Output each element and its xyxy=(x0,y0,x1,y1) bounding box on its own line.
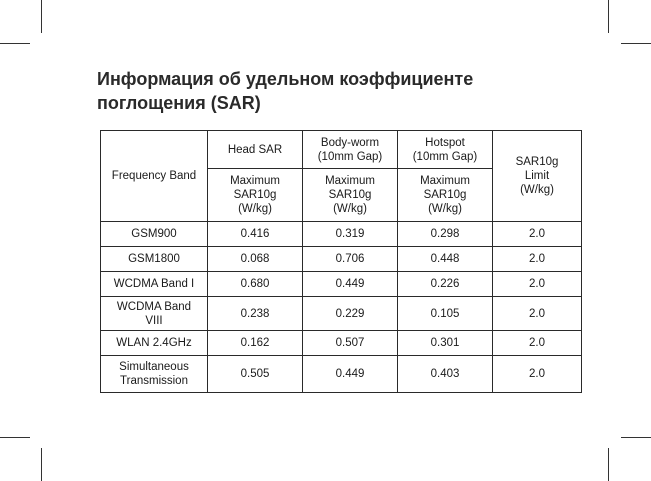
page-title xyxy=(97,67,557,115)
cell-hotspot: 0.105 xyxy=(398,297,493,331)
cell-head: 0.068 xyxy=(208,247,303,272)
cell-limit: 2.0 xyxy=(493,297,582,331)
cell-hotspot: 0.226 xyxy=(398,272,493,297)
cell-band: WCDMA Band I xyxy=(101,272,208,297)
cell-band: WCDMA Band VIII xyxy=(101,297,208,331)
cell-limit: 2.0 xyxy=(493,356,582,393)
table-row xyxy=(101,272,582,297)
table-row xyxy=(101,356,582,393)
cell-body: 0.229 xyxy=(303,297,398,331)
header-body-worn: Body-worm (10mm Gap) xyxy=(303,131,398,169)
cell-limit: 2.0 xyxy=(493,331,582,356)
cell-head: 0.505 xyxy=(208,356,303,393)
header-limit: SAR10g Limit (W/kg) xyxy=(493,131,582,222)
cell-band: Simultaneous Transmission xyxy=(101,356,208,393)
crop-mark-top-right-h xyxy=(621,43,651,44)
cell-hotspot: 0.298 xyxy=(398,222,493,247)
crop-mark-top-left-h xyxy=(0,43,30,44)
header-max-hotspot: Maximum SAR10g (W/kg) xyxy=(398,169,493,222)
crop-mark-top-right-v xyxy=(608,0,609,33)
cell-head: 0.162 xyxy=(208,331,303,356)
cell-band: GSM900 xyxy=(101,222,208,247)
cell-body: 0.449 xyxy=(303,272,398,297)
table-row xyxy=(101,297,582,331)
cell-body: 0.706 xyxy=(303,247,398,272)
cell-head: 0.680 xyxy=(208,272,303,297)
cell-limit: 2.0 xyxy=(493,272,582,297)
header-head-sar: Head SAR xyxy=(208,131,303,169)
cell-hotspot: 0.448 xyxy=(398,247,493,272)
cell-head: 0.238 xyxy=(208,297,303,331)
cell-hotspot: 0.403 xyxy=(398,356,493,393)
cell-band: GSM1800 xyxy=(101,247,208,272)
cell-body: 0.449 xyxy=(303,356,398,393)
header-max-body: Maximum SAR10g (W/kg) xyxy=(303,169,398,222)
crop-mark-bottom-left-v xyxy=(41,448,42,481)
cell-band: WLAN 2.4GHz xyxy=(101,331,208,356)
cell-limit: 2.0 xyxy=(493,222,582,247)
cell-head: 0.416 xyxy=(208,222,303,247)
table-row xyxy=(101,331,582,356)
title-line-2: поглощения (SAR) xyxy=(97,93,261,113)
title-line-1: Информация об удельном коэффициенте xyxy=(97,69,474,89)
header-row-1 xyxy=(101,131,582,169)
crop-mark-bottom-right-h xyxy=(621,437,651,438)
crop-mark-top-left-v xyxy=(41,0,42,33)
cell-limit: 2.0 xyxy=(493,247,582,272)
crop-mark-bottom-right-v xyxy=(608,448,609,481)
header-frequency-band: Frequency Band xyxy=(101,131,208,222)
header-max-head: Maximum SAR10g (W/kg) xyxy=(208,169,303,222)
cell-body: 0.319 xyxy=(303,222,398,247)
header-hotspot: Hotspot (10mm Gap) xyxy=(398,131,493,169)
table-row xyxy=(101,222,582,247)
sar-table xyxy=(100,130,582,393)
cell-hotspot: 0.301 xyxy=(398,331,493,356)
table-row xyxy=(101,247,582,272)
cell-body: 0.507 xyxy=(303,331,398,356)
crop-mark-bottom-left-h xyxy=(0,437,30,438)
